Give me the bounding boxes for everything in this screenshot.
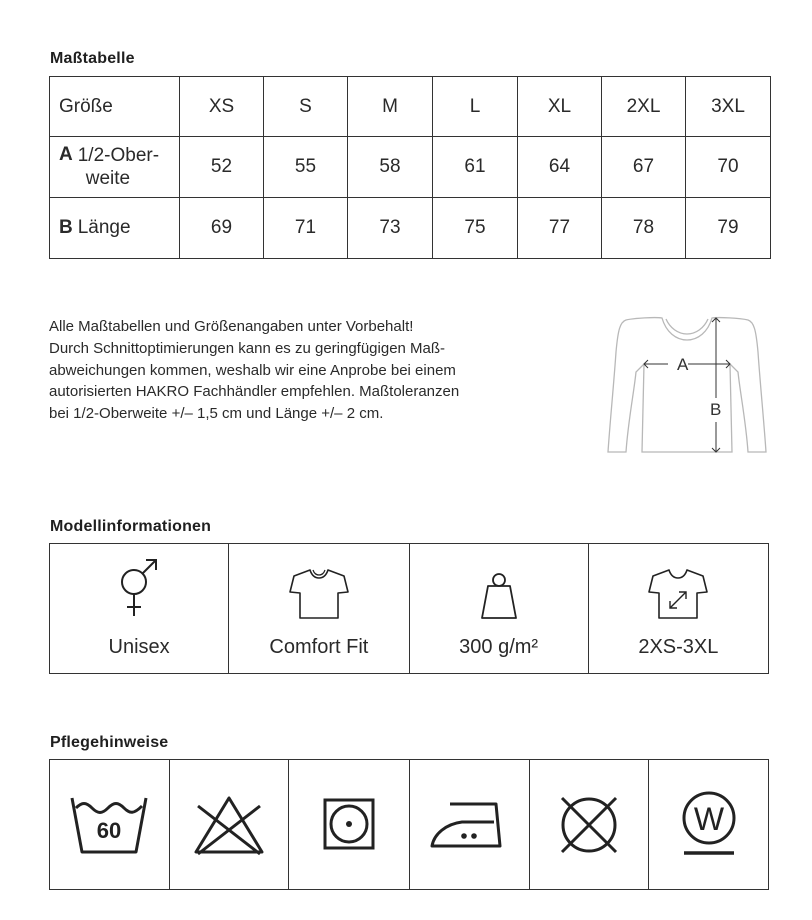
chest-row-label-line1: 1/2-Ober-	[77, 145, 160, 166]
wet-clean-letter: W	[693, 801, 724, 837]
disclaimer-line: Durch Schnittoptimierungen kann es zu geringfügigen Maß-	[49, 339, 446, 357]
model-info-fit	[229, 544, 409, 673]
no-bleach-icon	[184, 790, 274, 860]
size-header-label: Größe	[50, 77, 180, 137]
chest-row-label	[50, 137, 180, 198]
table-cell: 69	[180, 198, 264, 259]
length-row-letter: B	[59, 217, 73, 238]
table-cell: 55	[264, 137, 348, 198]
care-wet-clean	[649, 760, 768, 889]
table-cell: 64	[518, 137, 602, 198]
size-header-xs: XS	[180, 77, 264, 137]
chest-row-letter: A	[59, 144, 73, 165]
table-cell: 52	[180, 137, 264, 198]
size-header-xl: XL	[518, 77, 602, 137]
table-cell: 58	[348, 137, 433, 198]
care-grid	[49, 759, 769, 890]
size-header-3xl: 3XL	[686, 77, 771, 137]
model-info-weight	[410, 544, 589, 673]
care-iron	[410, 760, 530, 889]
chest-row	[50, 137, 771, 198]
size-range-icon	[643, 558, 713, 622]
model-info-label: 2XS-3XL	[638, 636, 719, 658]
table-cell: 67	[602, 137, 686, 198]
care-no-bleach	[170, 760, 290, 889]
table-cell: 75	[433, 198, 518, 259]
sweater-measurement-diagram	[604, 312, 770, 458]
table-cell: 79	[686, 198, 771, 259]
size-header-row	[50, 77, 771, 137]
size-table-title: Maßtabelle	[50, 50, 135, 67]
iron-medium-icon	[424, 790, 514, 860]
chest-row-label-line2: weite	[85, 168, 131, 189]
model-info-label: Comfort Fit	[269, 636, 369, 658]
size-header-s: S	[264, 77, 348, 137]
wash-60-icon	[64, 790, 154, 860]
unisex-icon	[104, 558, 174, 622]
disclaimer-line: abweichungen kommen, weshalb wir eine Anprobe bei einem	[49, 361, 456, 379]
size-header-2xl: 2XL	[602, 77, 686, 137]
size-disclaimer	[49, 316, 519, 425]
measure-b-label: B	[710, 400, 722, 419]
tshirt-icon	[284, 558, 354, 622]
care-no-dry-clean	[530, 760, 650, 889]
length-row-label	[50, 198, 180, 259]
disclaimer-line: autorisierten HAKRO Fachhändler empfehlen. Maßtoleranzen	[49, 383, 460, 401]
table-cell: 70	[686, 137, 771, 198]
measure-a-label: A	[677, 355, 689, 374]
care-title: Pflegehinweise	[50, 734, 169, 751]
size-header-m: M	[348, 77, 433, 137]
table-cell: 78	[602, 198, 686, 259]
length-row-text: Länge	[77, 217, 131, 238]
size-table	[49, 76, 771, 259]
model-info-unisex	[50, 544, 229, 673]
model-info-sizes	[589, 544, 768, 673]
model-info-label: 300 g/m²	[459, 636, 539, 658]
model-info-label: Unisex	[108, 636, 170, 658]
weight-icon	[464, 558, 534, 622]
model-info-title: Modellinformationen	[50, 518, 212, 535]
size-header-l: L	[433, 77, 518, 137]
length-row	[50, 198, 771, 259]
table-cell: 73	[348, 198, 433, 259]
wet-clean-icon	[664, 790, 754, 860]
table-cell: 71	[264, 198, 348, 259]
disclaimer-line: bei 1/2-Oberweite +/– 1,5 cm und Länge +/– 2 cm.	[49, 405, 384, 423]
care-wash-60	[50, 760, 170, 889]
care-tumble-dry	[289, 760, 410, 889]
model-info-grid	[49, 543, 769, 674]
tumble-dry-low-icon	[304, 790, 394, 860]
disclaimer-line: Alle Maßtabellen und Größenangaben unter Vorbehalt!	[49, 318, 414, 335]
table-cell: 77	[518, 198, 602, 259]
no-dry-clean-icon	[544, 790, 634, 860]
table-cell: 61	[433, 137, 518, 198]
wash-temperature: 60	[97, 818, 122, 843]
